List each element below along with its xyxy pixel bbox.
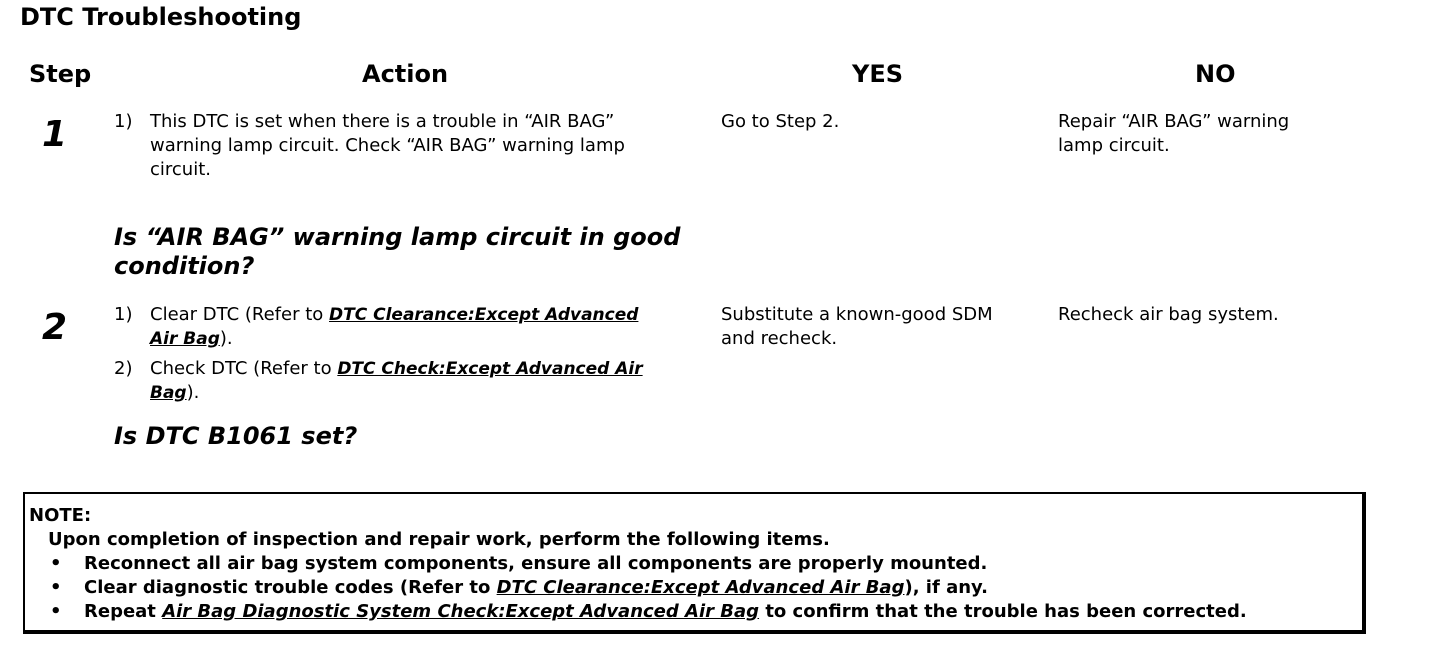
page-title: DTC Troubleshooting — [20, 3, 302, 31]
bullet-icon: • — [50, 553, 62, 574]
column-header-no: NO — [1195, 60, 1236, 88]
note-intro: Upon completion of inspection and repair work, perform the following items. — [48, 529, 830, 550]
yes-cell: Go to Step 2. — [721, 111, 840, 132]
column-header-step: Step — [29, 60, 92, 88]
dtc-clearance-link[interactable]: DTC Clearance:Except Advanced — [329, 305, 639, 325]
action-item-number: 1) — [114, 111, 133, 132]
air-bag-diagnostic-check-link[interactable]: Air Bag Diagnostic System Check:Except Advanced Air Bag — [162, 601, 760, 622]
dtc-check-link[interactable]: Bag — [150, 383, 187, 403]
column-header-yes: YES — [852, 60, 904, 88]
no-cell: Recheck air bag system. — [1058, 304, 1279, 325]
dtc-clearance-link[interactable]: DTC Clearance:Except Advanced Air Bag — [496, 577, 905, 598]
note-item: Reconnect all air bag system components, ensure all components are properly mounted. — [84, 553, 988, 574]
action-item-text: Check DTC (Refer to DTC Check:Except Advanced Air Bag). — [150, 358, 643, 403]
yes-cell: Substitute a known-good SDM and recheck. — [721, 304, 993, 349]
dtc-clearance-link[interactable]: Air Bag — [150, 329, 220, 349]
note-item: Clear diagnostic trouble codes (Refer to DTC Clearance:Except Advanced Air Bag), if any. — [84, 577, 988, 598]
action-item-number: 2) — [114, 358, 133, 379]
step-question: Is “AIR BAG” warning lamp circuit in good condition? — [114, 223, 681, 280]
column-header-action: Action — [362, 60, 449, 88]
no-cell: Repair “AIR BAG” warning lamp circuit. — [1058, 111, 1290, 156]
action-item-number: 1) — [114, 304, 133, 325]
action-item-text: Clear DTC (Refer to DTC Clearance:Except Advanced Air Bag). — [150, 304, 639, 349]
bullet-icon: • — [50, 601, 62, 622]
note-item: Repeat Air Bag Diagnostic System Check:Except Advanced Air Bag to confirm that the trouble has been corrected. — [84, 601, 1247, 622]
bullet-icon: • — [50, 577, 62, 598]
step-number: 1 — [42, 114, 68, 155]
note-label: NOTE: — [29, 505, 92, 526]
dtc-check-link[interactable]: DTC Check:Except Advanced Air — [337, 359, 643, 379]
action-item-text: This DTC is set when there is a trouble in “AIR BAG” warning lamp circuit. Check “AIR BAG” warning lamp circuit. — [150, 111, 625, 180]
step-question: Is DTC B1061 set? — [114, 422, 358, 450]
step-number: 2 — [42, 307, 68, 348]
